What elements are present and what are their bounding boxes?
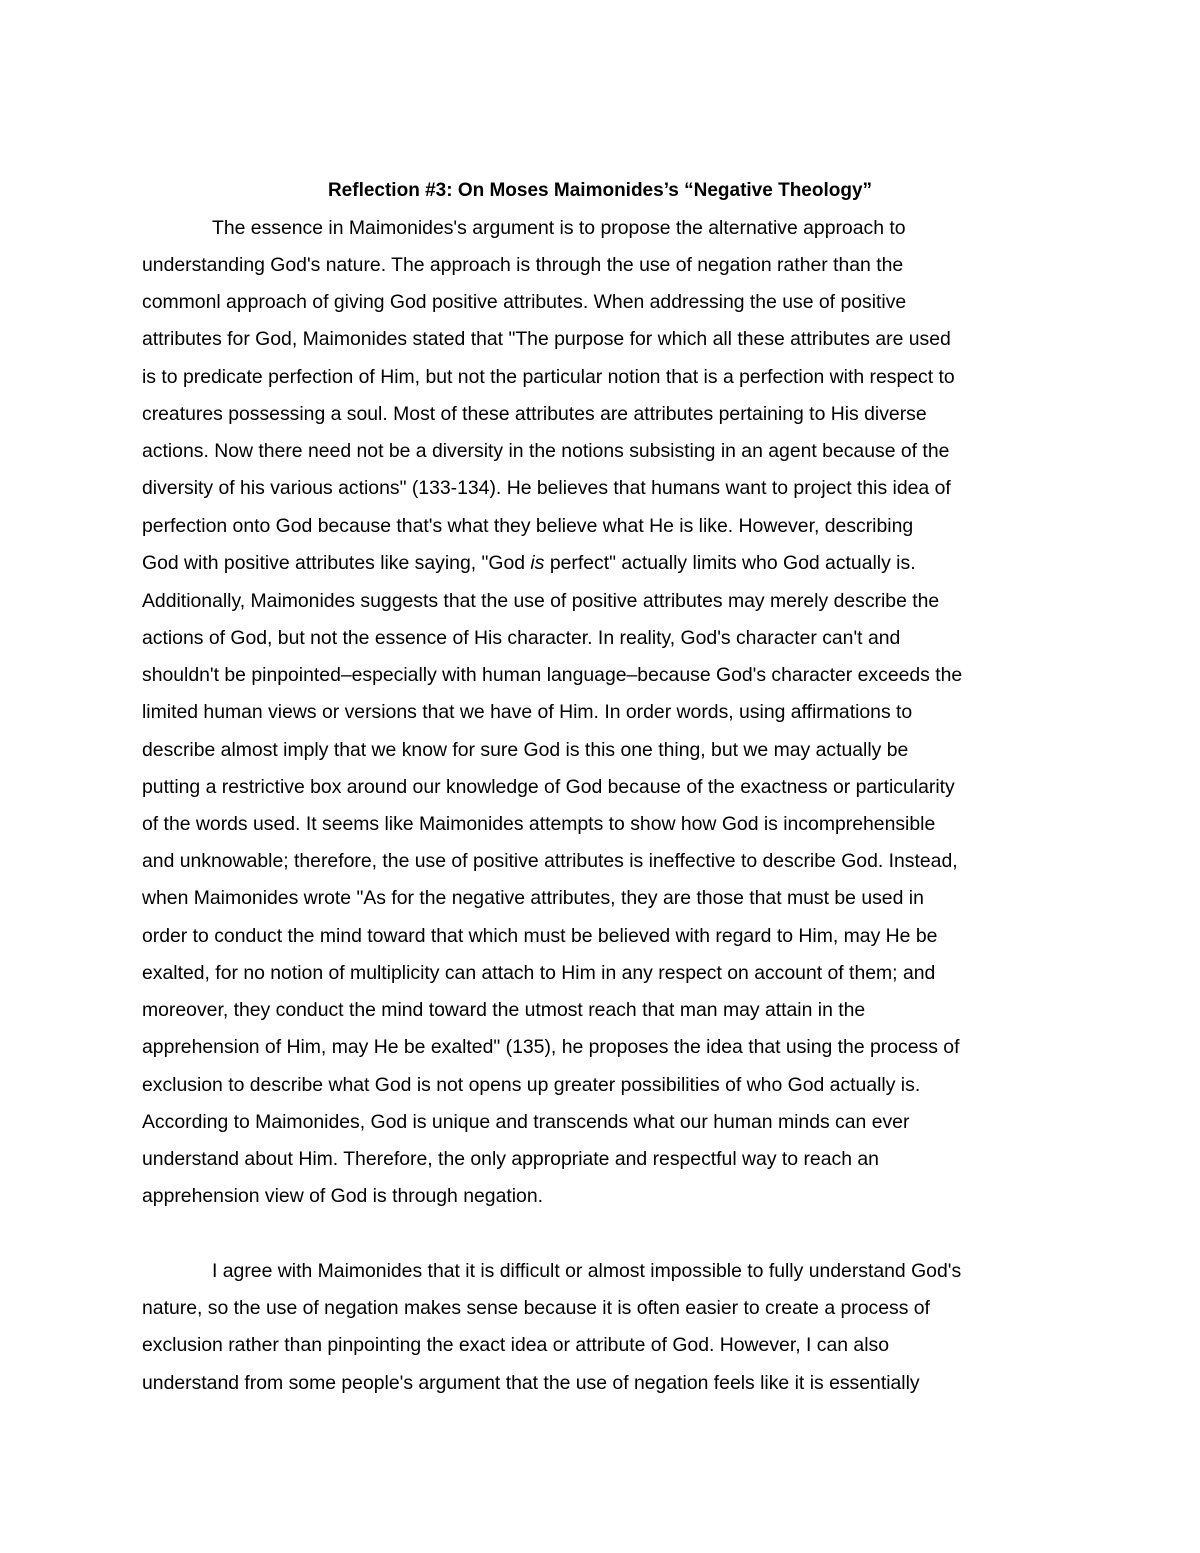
paragraph-1-line-1: The essence in Maimonides's argument is to propose the alternative approach to bbox=[212, 217, 906, 239]
paragraph-1-line-18: and unknowable; therefore, the use of positive attributes is ineffective to describe God. Instead, bbox=[142, 850, 958, 872]
paragraph-1-line-6: creatures possessing a soul. Most of these attributes are attributes pertaining to His diverse bbox=[142, 403, 927, 425]
emphasis-is: is bbox=[530, 552, 545, 574]
paragraph-1-line-23: apprehension of Him, may He be exalted" (135), he proposes the idea that using the process of bbox=[142, 1036, 960, 1058]
paragraph-1-line-26: understand about Him. Therefore, the only appropriate and respectful way to reach an bbox=[142, 1148, 879, 1170]
paragraph-2-line-1: I agree with Maimonides that it is difficult or almost impossible to fully understand God's bbox=[212, 1260, 962, 1282]
paragraph-1-line-21: exalted, for no notion of multiplicity can attach to Him in any respect on account of them; and bbox=[142, 962, 936, 984]
line-10-after: perfect" actually limits who God actually is. bbox=[544, 552, 916, 574]
paragraph-1-line-19: when Maimonides wrote "As for the negative attributes, they are those that must be used in bbox=[142, 887, 924, 909]
paragraph-1-line-2: understanding God's nature. The approach is through the use of negation rather than the bbox=[142, 254, 904, 276]
paragraph-1-line-12: actions of God, but not the essence of His character. In reality, God's character can't and bbox=[142, 627, 901, 649]
paragraph-1-line-27: apprehension view of God is through negation. bbox=[142, 1185, 544, 1207]
paragraph-1-line-7: actions. Now there need not be a diversity in the notions subsisting in an agent because of the bbox=[142, 440, 950, 462]
paragraph-1-line-17: of the words used. It seems like Maimonides attempts to show how God is incomprehensible bbox=[142, 813, 936, 835]
line-10-before: God with positive attributes like saying, "God bbox=[142, 552, 531, 574]
paragraph-2-line-3: exclusion rather than pinpointing the exact idea or attribute of God. However, I can also bbox=[142, 1334, 889, 1356]
paragraph-1-line-3: commonl approach of giving God positive attributes. When addressing the use of positive bbox=[142, 291, 907, 313]
paragraph-1-line-14: limited human views or versions that we have of Him. In order words, using affirmations to bbox=[142, 701, 913, 723]
paragraph-1-line-9: perfection onto God because that's what they believe what He is like. However, describing bbox=[142, 515, 914, 537]
paragraph-1-line-4: attributes for God, Maimonides stated that "The purpose for which all these attributes are used bbox=[142, 328, 951, 350]
paragraph-2-line-4: understand from some people's argument that the use of negation feels like it is essentially bbox=[142, 1372, 920, 1394]
paragraph-1-line-8: diversity of his various actions" (133-134). He believes that humans want to project this idea of bbox=[142, 477, 951, 499]
paragraph-1-line-16: putting a restrictive box around our knowledge of God because of the exactness or particularity bbox=[142, 776, 955, 798]
paragraph-1-line-10 bbox=[142, 549, 916, 577]
paragraph-1-line-22: moreover, they conduct the mind toward the utmost reach that man may attain in the bbox=[142, 999, 866, 1021]
paragraph-1-line-11: Additionally, Maimonides suggests that the use of positive attributes may merely describe the bbox=[142, 590, 940, 612]
paragraph-1-line-24: exclusion to describe what God is not opens up greater possibilities of who God actually is. bbox=[142, 1074, 921, 1096]
paragraph-1-line-13: shouldn't be pinpointed–especially with human language–because God's character exceeds the bbox=[142, 664, 963, 686]
paragraph-1-line-5: is to predicate perfection of Him, but not the particular notion that is a perfection with respect to bbox=[142, 366, 955, 388]
document-title: Reflection #3: On Moses Maimonides’s “Negative Theology” bbox=[327, 180, 873, 201]
paragraph-1-line-15: describe almost imply that we know for sure God is this one thing, but we may actually be bbox=[142, 739, 909, 761]
paragraph-1-line-25: According to Maimonides, God is unique and transcends what our human minds can ever bbox=[142, 1111, 910, 1133]
paragraph-1-line-20: order to conduct the mind toward that which must be believed with regard to Him, may He be bbox=[142, 925, 938, 947]
paragraph-2-line-2: nature, so the use of negation makes sense because it is often easier to create a process of bbox=[142, 1297, 930, 1319]
